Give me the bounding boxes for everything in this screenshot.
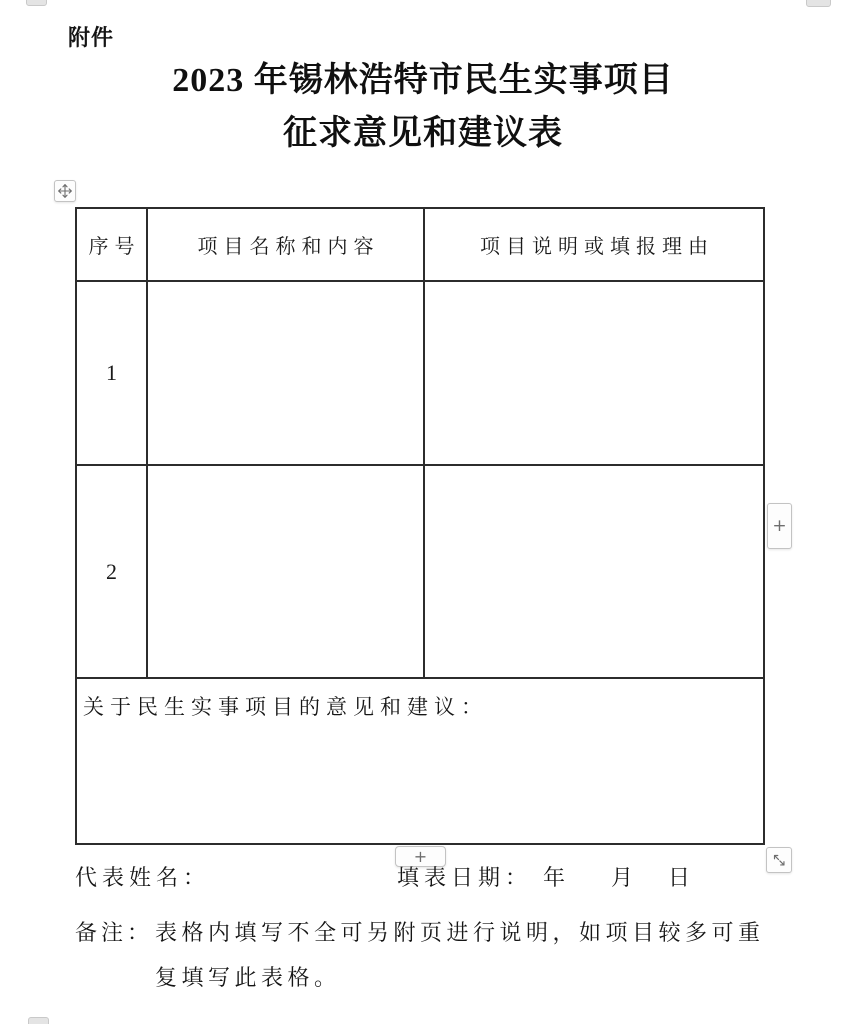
plus-icon: +	[413, 847, 428, 866]
attachment-label: 附件	[68, 26, 115, 51]
diagonal-resize-icon	[770, 851, 788, 869]
header-cell-reason	[425, 209, 763, 282]
row2-reason-cell[interactable]	[425, 466, 763, 679]
header-cell-project	[148, 209, 425, 282]
row1-project-cell[interactable]	[148, 282, 425, 466]
header-cell-index	[77, 209, 148, 282]
note-line-1: 表格内填写不全可另附页进行说明，如项目较多可重	[155, 920, 765, 945]
row2-index-cell	[77, 466, 148, 679]
edge-fragment-bottom-left	[28, 1017, 49, 1024]
table-move-handle[interactable]	[54, 180, 76, 202]
opinion-cell[interactable]	[77, 679, 763, 843]
date-unit-year: 年	[543, 865, 571, 890]
signature-line	[75, 861, 765, 893]
date-unit-day: 日	[668, 865, 696, 890]
edge-fragment-top-left	[26, 0, 47, 6]
plus-icon: +	[772, 516, 787, 536]
representative-name-label: 代表姓名：	[75, 865, 211, 890]
date-unit-month: 月	[611, 865, 639, 890]
document-title	[0, 54, 846, 160]
row1-index-cell	[77, 282, 148, 466]
note-text	[155, 910, 765, 1000]
opinion-label: 关于民生实事项目的意见和建议：	[83, 695, 488, 719]
edge-fragment-top-right	[806, 0, 831, 7]
note-label: 备注：	[75, 920, 154, 945]
header-index-label: 序号	[88, 236, 141, 258]
row1-index: 1	[106, 360, 117, 385]
form-table	[75, 207, 765, 845]
note-line-2: 复填写此表格。	[155, 965, 341, 990]
title-line-1: 2023 年锡林浩特市民生实事项目	[172, 62, 674, 99]
insert-column-button[interactable]	[767, 503, 792, 549]
header-project-label: 项目名称和内容	[197, 236, 380, 258]
row2-index: 2	[106, 558, 117, 584]
header-reason-label: 项目说明或填报理由	[480, 236, 714, 258]
row1-reason-cell[interactable]	[425, 282, 763, 466]
note-block	[75, 910, 765, 1000]
row2-project-cell[interactable]	[148, 466, 425, 679]
move-cross-icon	[57, 183, 73, 199]
fill-date-label: 填表日期：	[397, 865, 533, 890]
title-line-2: 征求意见和建议表	[283, 115, 563, 152]
table-resize-handle[interactable]	[766, 847, 792, 873]
